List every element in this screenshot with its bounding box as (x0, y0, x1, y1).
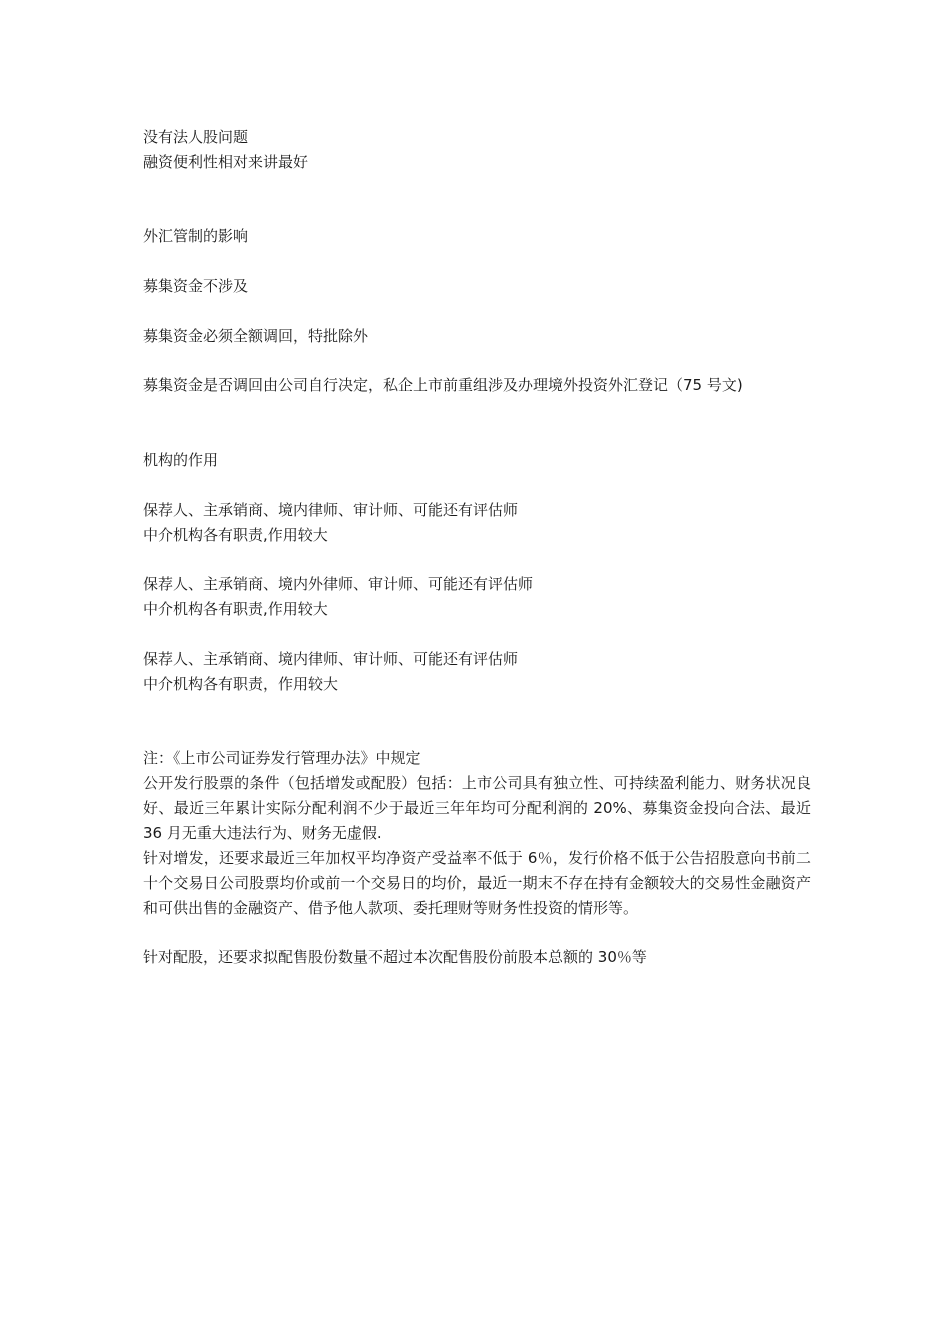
text-line: 中介机构各有职责，作用较大 (143, 675, 339, 693)
note-paragraph: 针对配股，还要求拟配售股份数量不超过本次配售股份前股本总额的 30％等 (143, 948, 647, 966)
text-line: 募集资金是否调回由公司自行决定，私企上市前重组涉及办理境外投资外汇登记（75 号文) (143, 376, 743, 394)
text-line: 中介机构各有职责,作用较大 (143, 600, 328, 618)
text-line: 保荐人、主承销商、境内律师、审计师、可能还有评估师 (143, 650, 519, 668)
note-paragraph: 针对增发，还要求最近三年加权平均净资产受益率不低于 6％，发行价格不低于公告招股意向书前二十个交易日公司股票均价或前一个交易日的均价，最近一期末不存在持有金额较大的交易性金融资产和可供出售的金融资产、借予他人款项、委托理财等财务性投资的情形等。 (143, 849, 811, 917)
text-line: 中介机构各有职责,作用较大 (143, 526, 328, 544)
text-line: 没有法人股问题 (143, 128, 249, 146)
text-line: 融资便利性相对来讲最好 (143, 153, 309, 171)
text-line: 募集资金不涉及 (143, 277, 249, 295)
text-line: 保荐人、主承销商、境内外律师、审计师、可能还有评估师 (143, 575, 534, 593)
text-line: 募集资金必须全额调回，特批除外 (143, 327, 369, 345)
section-heading: 机构的作用 (143, 451, 219, 469)
section-heading: 外汇管制的影响 (143, 227, 249, 245)
document-page (143, 0, 813, 1344)
text-line: 保荐人、主承销商、境内律师、审计师、可能还有评估师 (143, 501, 519, 519)
note-heading: 注：《上市公司证券发行管理办法》中规定 (143, 749, 421, 767)
note-paragraph: 公开发行股票的条件（包括增发或配股）包括：上市公司具有独立性、可持续盈利能力、财务状况良好、最近三年累计实际分配利润不少于最近三年年均可分配利润的 20%、募集资金投向合法、最近 36 月无重大违法行为、财务无虚假. (143, 774, 811, 842)
